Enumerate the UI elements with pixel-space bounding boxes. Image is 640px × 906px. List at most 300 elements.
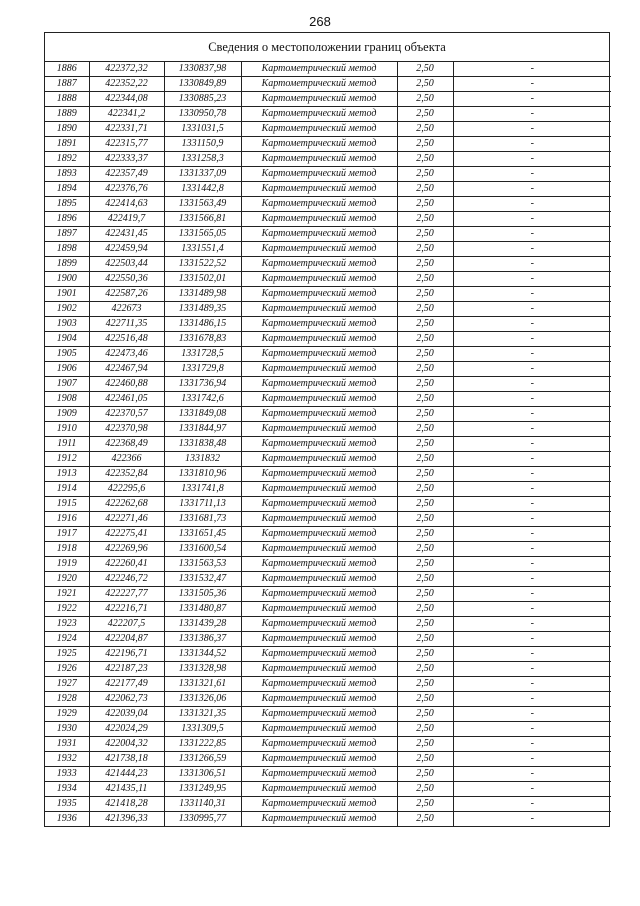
accuracy-cell: 2,50 <box>397 107 453 122</box>
y-coordinate-cell: 1331442,8 <box>164 182 241 197</box>
accuracy-cell: 2,50 <box>397 77 453 92</box>
y-coordinate-cell: 1331386,37 <box>164 632 241 647</box>
point-number-cell: 1904 <box>45 332 89 347</box>
point-number-cell: 1914 <box>45 482 89 497</box>
description-cell: - <box>453 782 611 797</box>
y-coordinate-cell: 1330950,78 <box>164 107 241 122</box>
x-coordinate-cell: 422461,05 <box>89 392 164 407</box>
table-row <box>45 257 611 272</box>
x-coordinate-cell: 421444,23 <box>89 767 164 782</box>
x-coordinate-cell: 422262,68 <box>89 497 164 512</box>
page-number: 268 <box>309 14 331 29</box>
description-cell: - <box>453 317 611 332</box>
description-cell: - <box>453 407 611 422</box>
table-row <box>45 437 611 452</box>
x-coordinate-cell: 422370,57 <box>89 407 164 422</box>
point-number-cell: 1919 <box>45 557 89 572</box>
method-cell: Картометрический метод <box>241 632 397 647</box>
point-number-cell: 1915 <box>45 497 89 512</box>
table-row <box>45 677 611 692</box>
point-number-cell: 1917 <box>45 527 89 542</box>
description-cell: - <box>453 767 611 782</box>
method-cell: Картометрический метод <box>241 752 397 767</box>
method-cell: Картометрический метод <box>241 707 397 722</box>
method-cell: Картометрический метод <box>241 812 397 827</box>
table-row <box>45 287 611 302</box>
method-cell: Картометрический метод <box>241 467 397 482</box>
point-number-cell: 1935 <box>45 797 89 812</box>
x-coordinate-cell: 422227,77 <box>89 587 164 602</box>
method-cell: Картометрический метод <box>241 662 397 677</box>
method-cell: Картометрический метод <box>241 317 397 332</box>
description-cell: - <box>453 197 611 212</box>
description-cell: - <box>453 482 611 497</box>
x-coordinate-cell: 422204,87 <box>89 632 164 647</box>
y-coordinate-cell: 1331439,28 <box>164 617 241 632</box>
description-cell: - <box>453 302 611 317</box>
point-number-cell: 1913 <box>45 467 89 482</box>
method-cell: Картометрический метод <box>241 242 397 257</box>
description-cell: - <box>453 362 611 377</box>
accuracy-cell: 2,50 <box>397 707 453 722</box>
table-row <box>45 647 611 662</box>
table-row <box>45 632 611 647</box>
method-cell: Картометрический метод <box>241 377 397 392</box>
x-coordinate-cell: 422260,41 <box>89 557 164 572</box>
y-coordinate-cell: 1331321,35 <box>164 707 241 722</box>
x-coordinate-cell: 422275,41 <box>89 527 164 542</box>
table-row <box>45 107 611 122</box>
y-coordinate-cell: 1331563,53 <box>164 557 241 572</box>
description-cell: - <box>453 272 611 287</box>
accuracy-cell: 2,50 <box>397 587 453 602</box>
method-cell: Картометрический метод <box>241 437 397 452</box>
table-row <box>45 197 611 212</box>
x-coordinate-cell: 422414,63 <box>89 197 164 212</box>
point-number-cell: 1892 <box>45 152 89 167</box>
description-cell: - <box>453 632 611 647</box>
y-coordinate-cell: 1331563,49 <box>164 197 241 212</box>
y-coordinate-cell: 1331328,98 <box>164 662 241 677</box>
x-coordinate-cell: 422295,6 <box>89 482 164 497</box>
table-row <box>45 572 611 587</box>
accuracy-cell: 2,50 <box>397 152 453 167</box>
table-row <box>45 227 611 242</box>
point-number-cell: 1926 <box>45 662 89 677</box>
description-cell: - <box>453 62 611 77</box>
method-cell: Картометрический метод <box>241 137 397 152</box>
description-cell: - <box>453 692 611 707</box>
x-coordinate-cell: 422370,98 <box>89 422 164 437</box>
table-row <box>45 362 611 377</box>
point-number-cell: 1900 <box>45 272 89 287</box>
x-coordinate-cell: 422004,32 <box>89 737 164 752</box>
y-coordinate-cell: 1331480,87 <box>164 602 241 617</box>
table-row <box>45 617 611 632</box>
x-coordinate-cell: 422587,26 <box>89 287 164 302</box>
table-row <box>45 317 611 332</box>
y-coordinate-cell: 1331742,6 <box>164 392 241 407</box>
accuracy-cell: 2,50 <box>397 722 453 737</box>
x-coordinate-cell: 422024,29 <box>89 722 164 737</box>
table-row <box>45 512 611 527</box>
point-number-cell: 1922 <box>45 602 89 617</box>
method-cell: Картометрический метод <box>241 167 397 182</box>
accuracy-cell: 2,50 <box>397 62 453 77</box>
method-cell: Картометрический метод <box>241 182 397 197</box>
accuracy-cell: 2,50 <box>397 137 453 152</box>
x-coordinate-cell: 421418,28 <box>89 797 164 812</box>
description-cell: - <box>453 527 611 542</box>
point-number-cell: 1928 <box>45 692 89 707</box>
y-coordinate-cell: 1331489,98 <box>164 287 241 302</box>
method-cell: Картометрический метод <box>241 797 397 812</box>
y-coordinate-cell: 1331678,83 <box>164 332 241 347</box>
table-row <box>45 422 611 437</box>
x-coordinate-cell: 422039,04 <box>89 707 164 722</box>
y-coordinate-cell: 1331266,59 <box>164 752 241 767</box>
table-row <box>45 302 611 317</box>
y-coordinate-cell: 1331728,5 <box>164 347 241 362</box>
description-cell: - <box>453 77 611 92</box>
accuracy-cell: 2,50 <box>397 362 453 377</box>
x-coordinate-cell: 422352,84 <box>89 467 164 482</box>
table-row <box>45 242 611 257</box>
method-cell: Картометрический метод <box>241 692 397 707</box>
description-cell: - <box>453 557 611 572</box>
y-coordinate-cell: 1330885,23 <box>164 92 241 107</box>
description-cell: - <box>453 737 611 752</box>
accuracy-cell: 2,50 <box>397 227 453 242</box>
section-title: Сведения о местоположении границ объекта <box>45 33 609 62</box>
table-row <box>45 272 611 287</box>
description-cell: - <box>453 467 611 482</box>
point-number-cell: 1910 <box>45 422 89 437</box>
point-number-cell: 1905 <box>45 347 89 362</box>
x-coordinate-cell: 421738,18 <box>89 752 164 767</box>
y-coordinate-cell: 1331565,05 <box>164 227 241 242</box>
y-coordinate-cell: 1331600,54 <box>164 542 241 557</box>
description-cell: - <box>453 497 611 512</box>
table-row <box>45 467 611 482</box>
method-cell: Картометрический метод <box>241 602 397 617</box>
method-cell: Картометрический метод <box>241 302 397 317</box>
description-cell: - <box>453 437 611 452</box>
y-coordinate-cell: 1331344,52 <box>164 647 241 662</box>
accuracy-cell: 2,50 <box>397 767 453 782</box>
table-row <box>45 497 611 512</box>
x-coordinate-cell: 422673 <box>89 302 164 317</box>
description-cell: - <box>453 587 611 602</box>
description-cell: - <box>453 332 611 347</box>
table-row <box>45 707 611 722</box>
point-number-cell: 1903 <box>45 317 89 332</box>
x-coordinate-cell: 422062,73 <box>89 692 164 707</box>
table-row <box>45 797 611 812</box>
x-coordinate-cell: 422341,2 <box>89 107 164 122</box>
y-coordinate-cell: 1331532,47 <box>164 572 241 587</box>
accuracy-cell: 2,50 <box>397 617 453 632</box>
y-coordinate-cell: 1331258,3 <box>164 152 241 167</box>
method-cell: Картометрический метод <box>241 152 397 167</box>
point-number-cell: 1890 <box>45 122 89 137</box>
x-coordinate-cell: 422711,35 <box>89 317 164 332</box>
accuracy-cell: 2,50 <box>397 557 453 572</box>
table-row <box>45 377 611 392</box>
x-coordinate-cell: 422550,36 <box>89 272 164 287</box>
description-cell: - <box>453 137 611 152</box>
y-coordinate-cell: 1331810,96 <box>164 467 241 482</box>
point-number-cell: 1934 <box>45 782 89 797</box>
y-coordinate-cell: 1331150,9 <box>164 137 241 152</box>
point-number-cell: 1888 <box>45 92 89 107</box>
x-coordinate-cell: 422372,32 <box>89 62 164 77</box>
table-row <box>45 557 611 572</box>
table-row <box>45 347 611 362</box>
accuracy-cell: 2,50 <box>397 602 453 617</box>
accuracy-cell: 2,50 <box>397 317 453 332</box>
y-coordinate-cell: 1331222,85 <box>164 737 241 752</box>
description-cell: - <box>453 227 611 242</box>
point-number-cell: 1924 <box>45 632 89 647</box>
x-coordinate-cell: 422216,71 <box>89 602 164 617</box>
table-row <box>45 692 611 707</box>
point-number-cell: 1930 <box>45 722 89 737</box>
table-row <box>45 122 611 137</box>
x-coordinate-cell: 422460,88 <box>89 377 164 392</box>
method-cell: Картометрический метод <box>241 512 397 527</box>
point-number-cell: 1886 <box>45 62 89 77</box>
accuracy-cell: 2,50 <box>397 662 453 677</box>
y-coordinate-cell: 1331551,4 <box>164 242 241 257</box>
description-cell: - <box>453 92 611 107</box>
point-number-cell: 1925 <box>45 647 89 662</box>
accuracy-cell: 2,50 <box>397 452 453 467</box>
y-coordinate-cell: 1331711,13 <box>164 497 241 512</box>
accuracy-cell: 2,50 <box>397 647 453 662</box>
method-cell: Картометрический метод <box>241 647 397 662</box>
table-row <box>45 737 611 752</box>
y-coordinate-cell: 1331522,52 <box>164 257 241 272</box>
method-cell: Картометрический метод <box>241 272 397 287</box>
point-number-cell: 1898 <box>45 242 89 257</box>
x-coordinate-cell: 422357,49 <box>89 167 164 182</box>
description-cell: - <box>453 122 611 137</box>
accuracy-cell: 2,50 <box>397 182 453 197</box>
accuracy-cell: 2,50 <box>397 332 453 347</box>
description-cell: - <box>453 797 611 812</box>
description-cell: - <box>453 512 611 527</box>
y-coordinate-cell: 1331486,15 <box>164 317 241 332</box>
method-cell: Картометрический метод <box>241 422 397 437</box>
description-cell: - <box>453 167 611 182</box>
accuracy-cell: 2,50 <box>397 527 453 542</box>
y-coordinate-cell: 1331681,73 <box>164 512 241 527</box>
y-coordinate-cell: 1331505,36 <box>164 587 241 602</box>
y-coordinate-cell: 1331337,09 <box>164 167 241 182</box>
point-number-cell: 1899 <box>45 257 89 272</box>
description-cell: - <box>453 107 611 122</box>
point-number-cell: 1932 <box>45 752 89 767</box>
method-cell: Картометрический метод <box>241 77 397 92</box>
y-coordinate-cell: 1331306,51 <box>164 767 241 782</box>
table-row <box>45 332 611 347</box>
y-coordinate-cell: 1331321,61 <box>164 677 241 692</box>
point-number-cell: 1929 <box>45 707 89 722</box>
method-cell: Картометрический метод <box>241 737 397 752</box>
method-cell: Картометрический метод <box>241 407 397 422</box>
x-coordinate-cell: 422196,71 <box>89 647 164 662</box>
y-coordinate-cell: 1330849,89 <box>164 77 241 92</box>
method-cell: Картометрический метод <box>241 62 397 77</box>
table-row <box>45 167 611 182</box>
accuracy-cell: 2,50 <box>397 347 453 362</box>
method-cell: Картометрический метод <box>241 347 397 362</box>
method-cell: Картометрический метод <box>241 617 397 632</box>
x-coordinate-cell: 422333,37 <box>89 152 164 167</box>
table-row <box>45 482 611 497</box>
table-row <box>45 527 611 542</box>
accuracy-cell: 2,50 <box>397 257 453 272</box>
accuracy-cell: 2,50 <box>397 167 453 182</box>
point-number-cell: 1920 <box>45 572 89 587</box>
description-cell: - <box>453 542 611 557</box>
description-cell: - <box>453 752 611 767</box>
method-cell: Картометрический метод <box>241 197 397 212</box>
accuracy-cell: 2,50 <box>397 422 453 437</box>
point-number-cell: 1902 <box>45 302 89 317</box>
accuracy-cell: 2,50 <box>397 752 453 767</box>
x-coordinate-cell: 422271,46 <box>89 512 164 527</box>
x-coordinate-cell: 422207,5 <box>89 617 164 632</box>
y-coordinate-cell: 1331489,35 <box>164 302 241 317</box>
method-cell: Картометрический метод <box>241 482 397 497</box>
y-coordinate-cell: 1331566,81 <box>164 212 241 227</box>
point-number-cell: 1894 <box>45 182 89 197</box>
y-coordinate-cell: 1331502,01 <box>164 272 241 287</box>
x-coordinate-cell: 422366 <box>89 452 164 467</box>
accuracy-cell: 2,50 <box>397 377 453 392</box>
point-number-cell: 1918 <box>45 542 89 557</box>
accuracy-cell: 2,50 <box>397 287 453 302</box>
table-row <box>45 722 611 737</box>
accuracy-cell: 2,50 <box>397 737 453 752</box>
point-number-cell: 1889 <box>45 107 89 122</box>
table-row <box>45 767 611 782</box>
description-cell: - <box>453 182 611 197</box>
description-cell: - <box>453 707 611 722</box>
point-number-cell: 1887 <box>45 77 89 92</box>
x-coordinate-cell: 422344,08 <box>89 92 164 107</box>
x-coordinate-cell: 422516,48 <box>89 332 164 347</box>
x-coordinate-cell: 421396,33 <box>89 812 164 827</box>
x-coordinate-cell: 422467,94 <box>89 362 164 377</box>
y-coordinate-cell: 1331326,06 <box>164 692 241 707</box>
method-cell: Картометрический метод <box>241 767 397 782</box>
y-coordinate-cell: 1331140,31 <box>164 797 241 812</box>
y-coordinate-cell: 1331849,08 <box>164 407 241 422</box>
accuracy-cell: 2,50 <box>397 677 453 692</box>
accuracy-cell: 2,50 <box>397 212 453 227</box>
table-row <box>45 392 611 407</box>
method-cell: Картометрический метод <box>241 677 397 692</box>
accuracy-cell: 2,50 <box>397 692 453 707</box>
table-row <box>45 212 611 227</box>
y-coordinate-cell: 1331736,94 <box>164 377 241 392</box>
y-coordinate-cell: 1331838,48 <box>164 437 241 452</box>
point-number-cell: 1927 <box>45 677 89 692</box>
x-coordinate-cell: 422352,22 <box>89 77 164 92</box>
method-cell: Картометрический метод <box>241 527 397 542</box>
coordinates-table <box>45 62 611 826</box>
method-cell: Картометрический метод <box>241 287 397 302</box>
description-cell: - <box>453 452 611 467</box>
point-number-cell: 1933 <box>45 767 89 782</box>
method-cell: Картометрический метод <box>241 497 397 512</box>
table-row <box>45 587 611 602</box>
table-row <box>45 812 611 827</box>
table-row <box>45 182 611 197</box>
method-cell: Картометрический метод <box>241 227 397 242</box>
coordinates-table-body <box>45 62 611 826</box>
y-coordinate-cell: 1331844,97 <box>164 422 241 437</box>
accuracy-cell: 2,50 <box>397 302 453 317</box>
method-cell: Картометрический метод <box>241 332 397 347</box>
x-coordinate-cell: 422376,76 <box>89 182 164 197</box>
accuracy-cell: 2,50 <box>397 797 453 812</box>
accuracy-cell: 2,50 <box>397 392 453 407</box>
accuracy-cell: 2,50 <box>397 122 453 137</box>
point-number-cell: 1909 <box>45 407 89 422</box>
y-coordinate-cell: 1330837,98 <box>164 62 241 77</box>
x-coordinate-cell: 422187,23 <box>89 662 164 677</box>
x-coordinate-cell: 422177,49 <box>89 677 164 692</box>
accuracy-cell: 2,50 <box>397 632 453 647</box>
description-cell: - <box>453 377 611 392</box>
description-cell: - <box>453 617 611 632</box>
point-number-cell: 1931 <box>45 737 89 752</box>
accuracy-cell: 2,50 <box>397 437 453 452</box>
accuracy-cell: 2,50 <box>397 497 453 512</box>
y-coordinate-cell: 1331031,5 <box>164 122 241 137</box>
y-coordinate-cell: 1331729,8 <box>164 362 241 377</box>
description-cell: - <box>453 677 611 692</box>
method-cell: Картометрический метод <box>241 557 397 572</box>
method-cell: Картометрический метод <box>241 542 397 557</box>
description-cell: - <box>530 813 534 825</box>
accuracy-cell: 2,50 <box>397 467 453 482</box>
description-cell: - <box>453 422 611 437</box>
point-number-cell: 1911 <box>45 437 89 452</box>
y-coordinate-cell: 1331309,5 <box>164 722 241 737</box>
x-coordinate-cell: 422246,72 <box>89 572 164 587</box>
x-coordinate-cell: 422368,49 <box>89 437 164 452</box>
point-number-cell: 1893 <box>45 167 89 182</box>
x-coordinate-cell: 422331,71 <box>89 122 164 137</box>
point-number-cell: 1908 <box>45 392 89 407</box>
method-cell: Картометрический метод <box>241 92 397 107</box>
point-number-cell: 1921 <box>45 587 89 602</box>
method-cell: Картометрический метод <box>241 452 397 467</box>
point-number-cell: 1923 <box>45 617 89 632</box>
method-cell: Картометрический метод <box>241 107 397 122</box>
point-number-cell: 1891 <box>45 137 89 152</box>
table-row <box>45 782 611 797</box>
method-cell: Картометрический метод <box>241 212 397 227</box>
description-cell: - <box>453 602 611 617</box>
accuracy-cell: 2,50 <box>397 272 453 287</box>
description-cell: - <box>453 572 611 587</box>
